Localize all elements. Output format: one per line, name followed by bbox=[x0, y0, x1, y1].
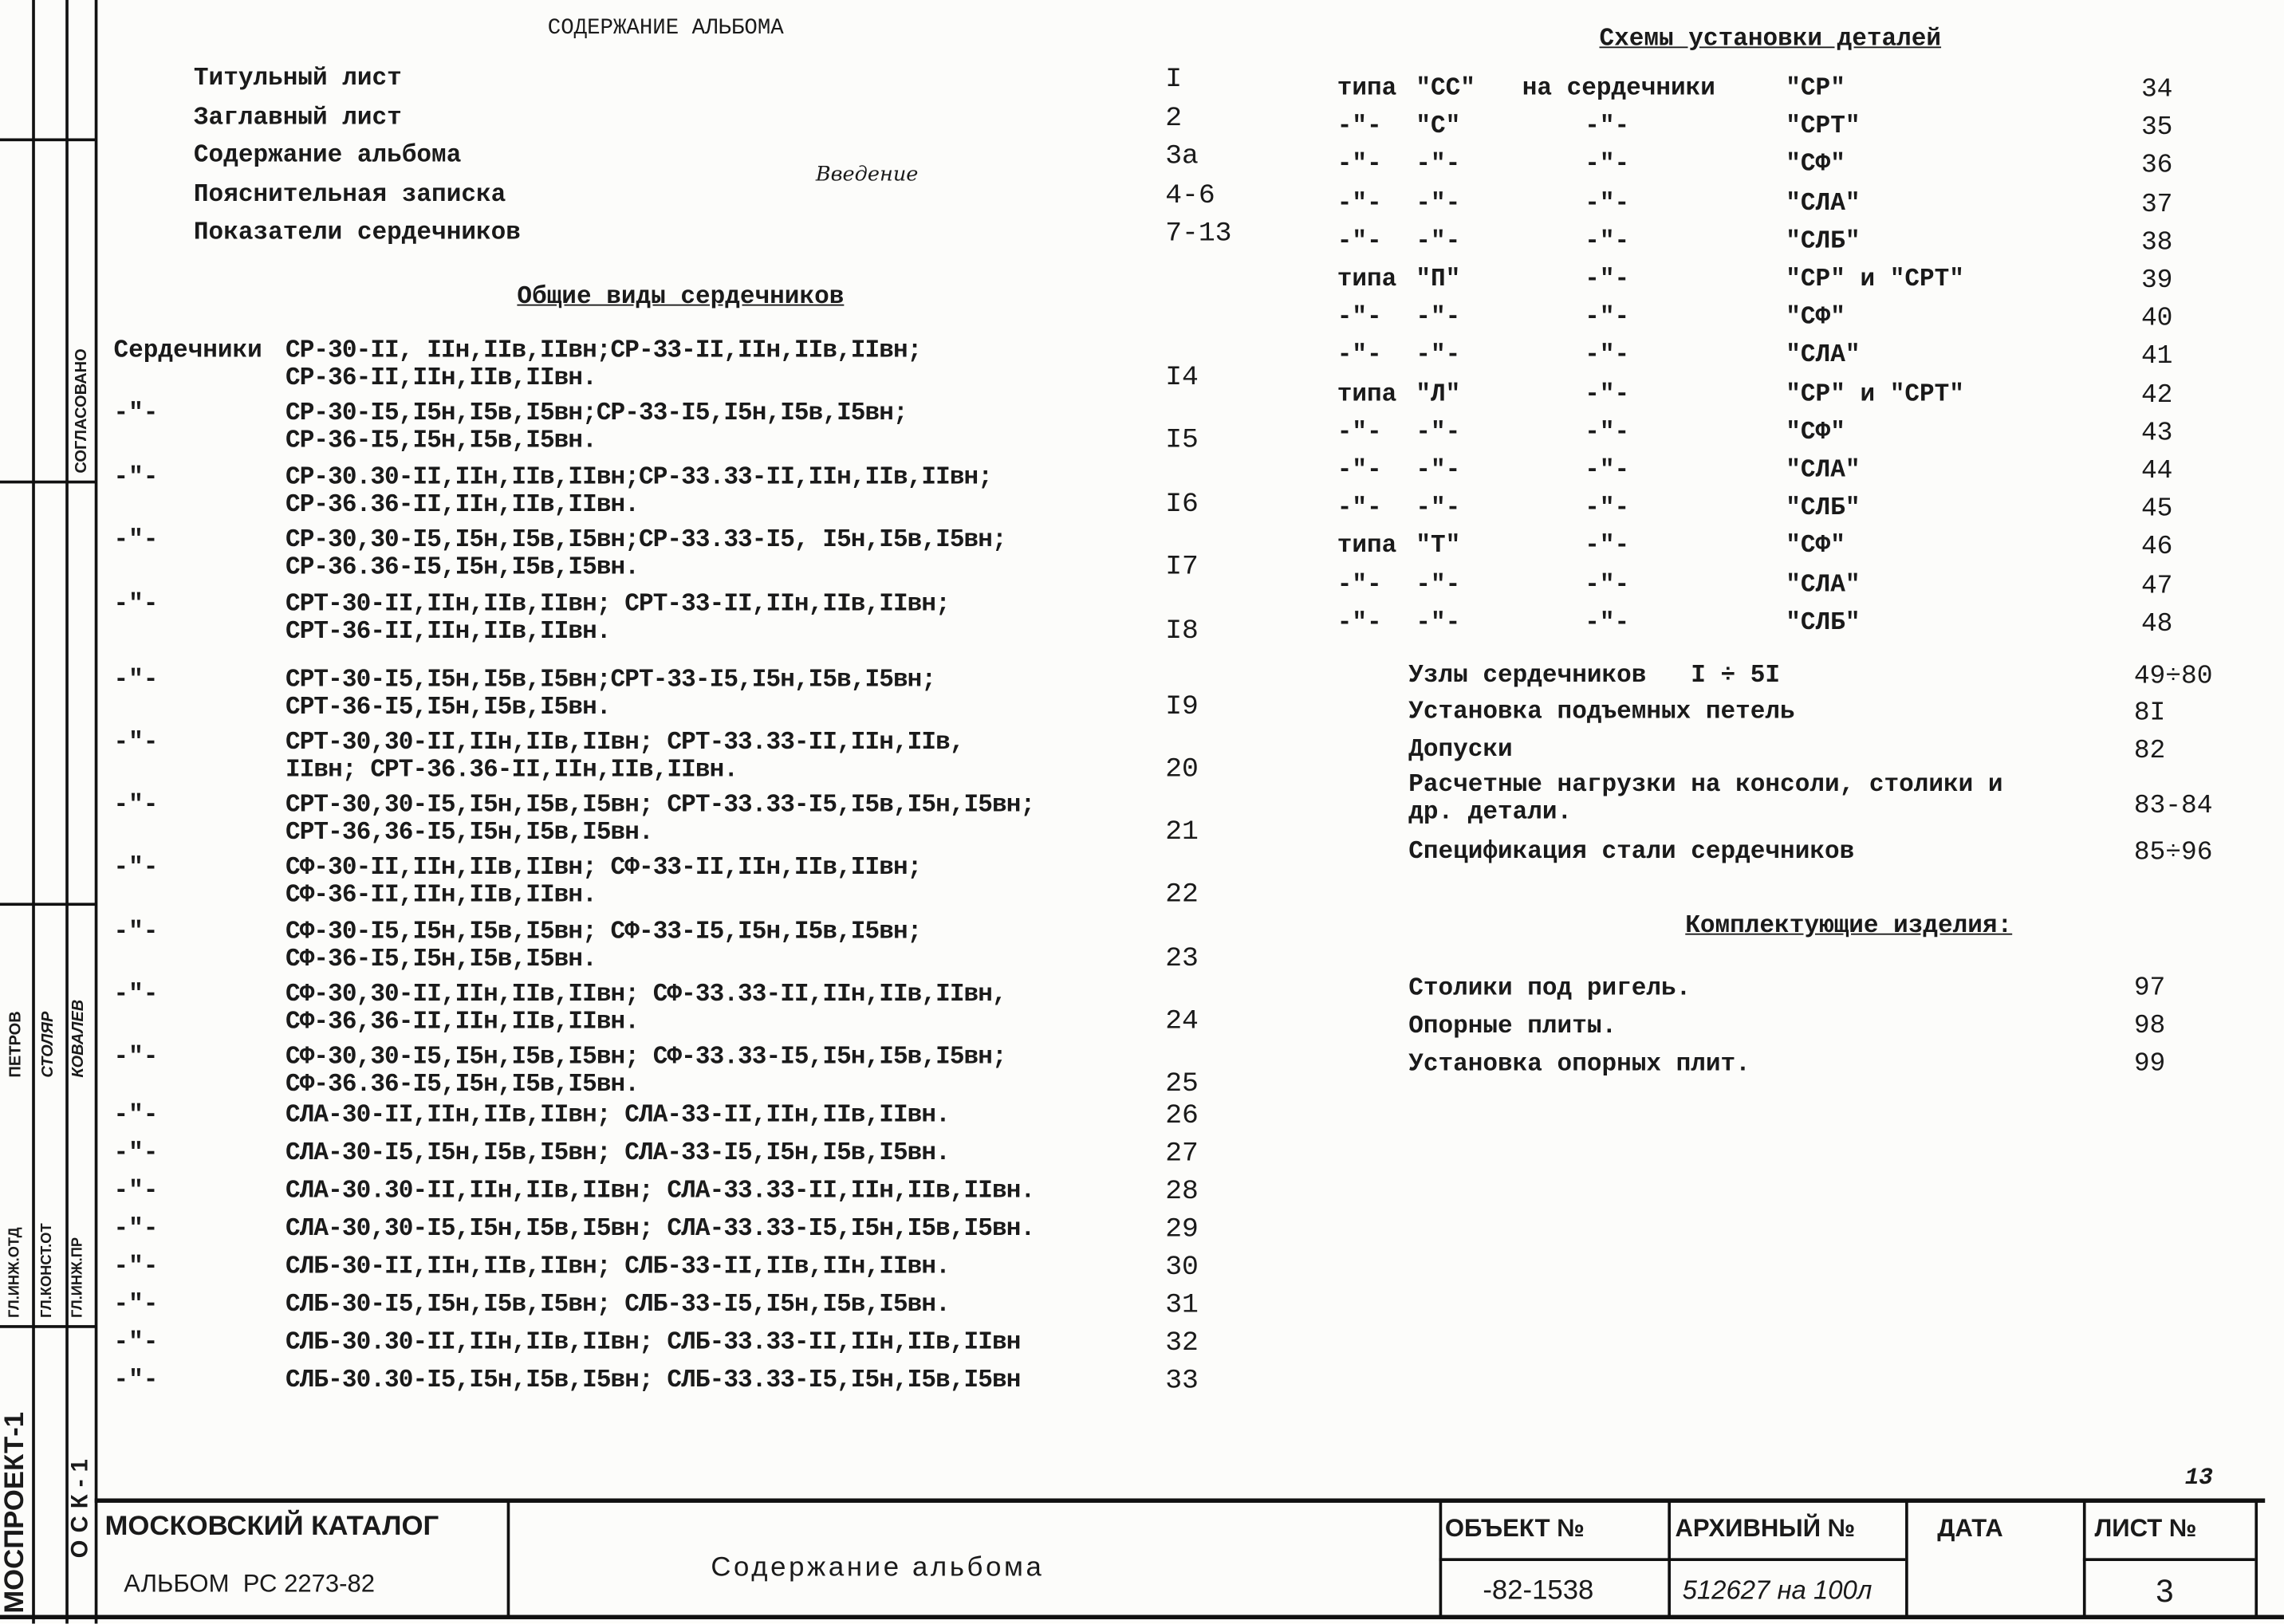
component-page: 98 bbox=[2133, 1012, 2166, 1041]
scheme-core: "СЛБ" bbox=[1786, 495, 1861, 524]
entry-page: I9 bbox=[1165, 690, 1199, 722]
entry-label: -"- bbox=[113, 527, 159, 555]
entry-label: -"- bbox=[113, 1178, 159, 1206]
scheme-entry bbox=[1337, 458, 2240, 493]
entry-page: 24 bbox=[1165, 1005, 1199, 1037]
stamp-name: СТОЛЯР bbox=[39, 1011, 57, 1078]
entry-label: -"- bbox=[113, 1216, 159, 1244]
title-block-divider bbox=[1905, 1500, 1908, 1616]
other-page: 83-84 bbox=[2133, 792, 2213, 822]
entry-text: СФ-30,30-I5,I5н,I5в,I5вн; СФ-33.33-I5,I5н,I5в,I5вн; СФ-36.36-I5,I5н,I5в,I5вн. bbox=[285, 1044, 1006, 1100]
scheme-mark: -"- bbox=[1416, 151, 1461, 180]
scheme-core: "СЛА" bbox=[1786, 457, 1861, 486]
scheme-on: -"- bbox=[1585, 457, 1630, 486]
intro-page: 4-6 bbox=[1165, 179, 1215, 211]
entry-text: СРТ-30-I5,I5н,I5в,I5вн;СРТ-33-I5,I5н,I5в,I5вн; СРТ-36-I5,I5н,I5в,I5вн. bbox=[285, 667, 936, 722]
page-title: СОДЕРЖАНИЕ АЛЬБОМА bbox=[547, 16, 784, 41]
intro-label: Титульный лист bbox=[193, 65, 402, 93]
series-code: ОСК-1 bbox=[68, 1452, 93, 1559]
entry-label: -"- bbox=[113, 729, 159, 757]
scheme-core: "СФ" bbox=[1786, 305, 1845, 332]
scheme-on: -"- bbox=[1585, 305, 1630, 332]
stamp-role: ГЛ.ИНЖ.ПР bbox=[69, 1237, 86, 1318]
scheme-core: "СЛА" bbox=[1786, 342, 1861, 371]
archive-label: АРХИВНЫЙ № bbox=[1675, 1514, 1856, 1543]
scheme-on: -"- bbox=[1585, 113, 1630, 142]
scheme-type: -"- bbox=[1337, 151, 1382, 180]
scheme-page: 35 bbox=[2140, 113, 2173, 144]
date-label: ДАТА bbox=[1937, 1514, 2003, 1543]
scheme-page: 46 bbox=[2140, 533, 2173, 563]
entry-text: СРТ-30-II,IIн,IIв,IIвн; СРТ-33-II,IIн,IIв,IIвн; СРТ-36-II,IIн,IIв,IIвн. bbox=[285, 591, 950, 647]
entry-label: -"- bbox=[113, 981, 159, 1009]
entry-label: -"- bbox=[113, 1140, 159, 1168]
entry-page: 33 bbox=[1165, 1364, 1199, 1397]
scheme-mark: "Т" bbox=[1416, 533, 1461, 561]
scheme-page: 43 bbox=[2140, 419, 2173, 449]
title-block-divider bbox=[2083, 1558, 2255, 1561]
scheme-entry bbox=[1337, 610, 2240, 645]
scheme-core: "СР" bbox=[1786, 75, 1845, 104]
scheme-type: типа bbox=[1337, 75, 1397, 104]
scheme-entry bbox=[1337, 495, 2240, 530]
scheme-type: -"- bbox=[1337, 419, 1382, 447]
components-heading: Комплектующие изделия: bbox=[1685, 913, 2013, 941]
margin-line bbox=[0, 902, 96, 906]
margin-line bbox=[65, 0, 69, 1624]
component-label: Установка опорных плит. bbox=[1408, 1051, 1750, 1079]
entry-label: -"- bbox=[113, 1292, 159, 1319]
scheme-mark: "П" bbox=[1416, 266, 1461, 294]
entry-text: СЛБ-30.30-I5,I5н,I5в,I5вн; СЛБ-33.33-I5,I5н,I5в,I5вн bbox=[285, 1367, 1021, 1395]
scheme-on: -"- bbox=[1585, 419, 1630, 447]
entry-text: СЛБ-30-II,IIн,IIв,IIвн; СЛБ-33-II,IIв,IIн,IIвн. bbox=[285, 1253, 950, 1282]
intro-page: 2 bbox=[1165, 101, 1183, 135]
entry-label: -"- bbox=[113, 464, 159, 493]
intro-page: I bbox=[1165, 62, 1183, 95]
entry-page: 31 bbox=[1165, 1288, 1199, 1321]
scheme-core: "СРТ" bbox=[1786, 113, 1861, 142]
entry-label: -"- bbox=[113, 1102, 159, 1131]
scheme-mark: -"- bbox=[1416, 419, 1461, 447]
scheme-core: "СЛБ" bbox=[1786, 228, 1861, 257]
scheme-page: 40 bbox=[2140, 305, 2173, 334]
scheme-entry bbox=[1337, 533, 2240, 568]
scheme-entry bbox=[1337, 343, 2240, 378]
stamp-name: ПЕТРОВ bbox=[7, 1011, 26, 1078]
other-page: 8I bbox=[2133, 698, 2166, 729]
scheme-type: типа bbox=[1337, 266, 1397, 294]
scheme-on: -"- bbox=[1585, 495, 1630, 524]
scheme-on: -"- bbox=[1585, 151, 1630, 180]
scheme-page: 34 bbox=[2140, 75, 2173, 105]
scheme-core: "СЛА" bbox=[1786, 572, 1861, 600]
entry-label: -"- bbox=[113, 400, 159, 428]
entry-label: -"- bbox=[113, 1367, 159, 1395]
other-label: Установка подъемных петель bbox=[1408, 698, 1795, 727]
scheme-core: "СР" и "СРТ" bbox=[1786, 266, 1964, 294]
entry-text: СЛБ-30.30-II,IIн,IIв,IIвн; СЛБ-33.33-II,IIн,IIв,IIвн bbox=[285, 1329, 1021, 1358]
scheme-entry bbox=[1337, 572, 2240, 607]
scheme-type: -"- bbox=[1337, 113, 1382, 142]
component-label: Столики под ригель. bbox=[1408, 975, 1691, 1004]
entry-label: Сердечники bbox=[113, 337, 262, 366]
entry-text: СР-30,30-I5,I5н,I5в,I5вн;СР-33.33-I5, I5н,I5в,I5вн; СР-36.36-I5,I5н,I5в,I5вн. bbox=[285, 527, 1006, 583]
title-block-divider bbox=[1439, 1558, 1905, 1561]
component-page: 99 bbox=[2133, 1049, 2166, 1079]
scheme-type: -"- bbox=[1337, 305, 1382, 332]
scheme-on: -"- bbox=[1585, 380, 1630, 409]
scheme-mark: -"- bbox=[1416, 228, 1461, 257]
scheme-core: "СЛА" bbox=[1786, 190, 1861, 218]
entry-text: СФ-30-II,IIн,IIв,IIвн; СФ-33-II,IIн,IIв,IIвн; СФ-36-II,IIн,IIв,IIвн. bbox=[285, 855, 922, 910]
scheme-entry bbox=[1337, 152, 2240, 187]
scheme-on: на сердечники bbox=[1522, 75, 1715, 104]
scheme-core: "СЛБ" bbox=[1786, 609, 1861, 638]
entry-text: СР-30.30-II,IIн,IIв,IIвн;СР-33.33-II,IIн,IIв,IIвн; СР-36.36-II,IIн,IIв,IIвн. bbox=[285, 464, 993, 521]
sheet-value: 3 bbox=[2156, 1572, 2174, 1610]
entry-page: 22 bbox=[1165, 878, 1199, 910]
entry-text: СЛА-30-II,IIн,IIв,IIвн; СЛА-33-II,IIн,IIв,IIвн. bbox=[285, 1102, 950, 1131]
scheme-page: 47 bbox=[2140, 572, 2173, 601]
entry-text: СЛА-30-I5,I5н,I5в,I5вн; СЛА-33-I5,I5н,I5в,I5вн. bbox=[285, 1140, 950, 1168]
other-page: 49÷80 bbox=[2133, 663, 2213, 692]
margin-line bbox=[0, 1325, 96, 1328]
scheme-core: "СФ" bbox=[1786, 533, 1845, 561]
scheme-page: 38 bbox=[2140, 228, 2173, 258]
scheme-on: -"- bbox=[1585, 533, 1630, 561]
scheme-on: -"- bbox=[1585, 228, 1630, 257]
schemes-heading: Схемы установки деталей bbox=[1599, 26, 1942, 54]
scheme-mark: -"- bbox=[1416, 190, 1461, 218]
other-page: 85÷96 bbox=[2133, 839, 2213, 868]
other-label: Допуски bbox=[1408, 737, 1513, 765]
scheme-entry bbox=[1337, 419, 2240, 454]
entry-text: СФ-30-I5,I5н,I5в,I5вн; СФ-33-I5,I5н,I5в,I5вн; СФ-36-I5,I5н,I5в,I5вн. bbox=[285, 918, 922, 974]
other-label: Спецификация стали сердечников bbox=[1408, 839, 1855, 867]
scheme-page: 45 bbox=[2140, 495, 2173, 525]
entry-text: СР-30-II, IIн,IIв,IIвн;СР-33-II,IIн,IIв,IIвн; СР-36-II,IIн,IIв,IIвн. bbox=[285, 337, 922, 394]
stamp-role: ГЛ.КОНСТ.ОТ bbox=[39, 1223, 56, 1318]
stamp-role: ГЛ.ИНЖ.ОТД bbox=[7, 1227, 24, 1318]
entry-page: 32 bbox=[1165, 1326, 1199, 1359]
scheme-page: 36 bbox=[2140, 151, 2173, 182]
scheme-type: -"- bbox=[1337, 495, 1382, 524]
entry-page: I8 bbox=[1165, 614, 1199, 647]
scheme-page: 37 bbox=[2140, 190, 2173, 220]
entry-text: СР-30-I5,I5н,I5в,I5вн;СР-33-I5,I5н,I5в,I5вн; СР-36-I5,I5н,I5в,I5вн. bbox=[285, 400, 908, 456]
component-page: 97 bbox=[2133, 973, 2166, 1004]
scheme-entry bbox=[1337, 266, 2240, 301]
entry-page: I6 bbox=[1165, 487, 1199, 521]
scheme-on: -"- bbox=[1585, 342, 1630, 371]
scheme-type: -"- bbox=[1337, 190, 1382, 218]
scheme-page: 39 bbox=[2140, 266, 2173, 296]
org-name: МОСПРОЕКТ-1 bbox=[0, 1411, 31, 1614]
entry-page: I5 bbox=[1165, 423, 1199, 456]
entry-label: -"- bbox=[113, 667, 159, 695]
entry-label: -"- bbox=[113, 792, 159, 820]
entry-page: I4 bbox=[1165, 360, 1199, 394]
scheme-page: 48 bbox=[2140, 609, 2173, 639]
entry-label: -"- bbox=[113, 855, 159, 883]
entry-page: 20 bbox=[1165, 753, 1199, 785]
intro-label: Содержание альбома bbox=[193, 142, 462, 171]
other-label: Узлы сердечников I ÷ 5I bbox=[1408, 663, 1781, 690]
scheme-type: -"- bbox=[1337, 457, 1382, 486]
entry-page: 28 bbox=[1165, 1174, 1199, 1208]
intro-page: 7-13 bbox=[1165, 217, 1232, 250]
scheme-type: -"- bbox=[1337, 228, 1382, 257]
intro-label: Показатели сердечников bbox=[193, 219, 521, 248]
catalog-name: МОСКОВСКИЙ КАТАЛОГ bbox=[104, 1511, 439, 1543]
other-label: Расчетные нагрузки на консоли, столики и др. детали. bbox=[1408, 772, 2003, 828]
entry-page: 21 bbox=[1165, 815, 1199, 848]
scheme-entry bbox=[1337, 305, 2240, 340]
sheet-label: ЛИСТ № bbox=[2094, 1514, 2197, 1543]
general-heading: Общие виды сердечников bbox=[517, 284, 845, 312]
entry-page: 27 bbox=[1165, 1137, 1199, 1170]
component-label: Опорные плиты. bbox=[1408, 1013, 1617, 1041]
album-code: АЛЬБОМ РС 2273-82 bbox=[124, 1569, 376, 1598]
entry-page: 29 bbox=[1165, 1213, 1199, 1245]
entry-text: СФ-30,30-II,IIн,IIв,IIвн; СФ-33.33-II,IIн,IIв,IIвн, СФ-36,36-II,IIн,IIв,IIвн. bbox=[285, 981, 1006, 1037]
entry-label: -"- bbox=[113, 1044, 159, 1072]
entry-page: I7 bbox=[1165, 550, 1199, 583]
object-value: -82-1538 bbox=[1483, 1575, 1594, 1606]
scheme-mark: "Л" bbox=[1416, 380, 1461, 409]
intro-label: Пояснительная записка bbox=[193, 182, 506, 210]
scheme-type: -"- bbox=[1337, 342, 1382, 371]
margin-line bbox=[95, 0, 98, 1624]
entry-text: СРТ-30,30-II,IIн,IIв,IIвн; СРТ-33.33-II,IIн,IIв, IIвн; СРТ-36.36-II,IIн,IIв,IIвн. bbox=[285, 729, 964, 785]
entry-page: 23 bbox=[1165, 942, 1199, 974]
entry-label: -"- bbox=[113, 1253, 159, 1282]
title-block-border bbox=[0, 1615, 2284, 1619]
scheme-on: -"- bbox=[1585, 609, 1630, 638]
entry-label: -"- bbox=[113, 1329, 159, 1358]
object-label: ОБЪЕКТ № bbox=[1444, 1514, 1585, 1543]
entry-text: СЛА-30,30-I5,I5н,I5в,I5вн; СЛА-33.33-I5,I5н,I5в,I5вн. bbox=[285, 1216, 1035, 1244]
entry-text: СРТ-30,30-I5,I5н,I5в,I5вн; СРТ-33.33-I5,I5в,I5н,I5вн; СРТ-36,36-I5,I5н,I5в,I5вн. bbox=[285, 792, 1035, 848]
title-block-border bbox=[95, 1498, 2265, 1502]
scheme-mark: -"- bbox=[1416, 609, 1461, 638]
entry-text: СЛА-30.30-II,IIн,IIв,IIвн; СЛА-33.33-II,IIн,IIв,IIвн. bbox=[285, 1178, 1035, 1206]
intro-page: 3а bbox=[1165, 140, 1199, 172]
scheme-entry bbox=[1337, 114, 2240, 149]
entry-label: -"- bbox=[113, 591, 159, 619]
scheme-page: 42 bbox=[2140, 380, 2173, 411]
title-block-divider bbox=[2254, 1500, 2258, 1616]
intro-label: Заглавный лист bbox=[193, 104, 402, 133]
scheme-on: -"- bbox=[1585, 266, 1630, 294]
scheme-page: 44 bbox=[2140, 457, 2173, 487]
sheet-title: Содержание альбома bbox=[711, 1552, 1045, 1583]
other-page: 82 bbox=[2133, 737, 2166, 766]
scheme-mark: -"- bbox=[1416, 495, 1461, 524]
title-block-divider bbox=[507, 1500, 510, 1616]
entry-label: -"- bbox=[113, 918, 159, 947]
handwritten-note: Введение bbox=[815, 163, 919, 187]
scheme-mark: -"- bbox=[1416, 305, 1461, 332]
scheme-entry bbox=[1337, 76, 2240, 111]
scheme-mark: -"- bbox=[1416, 342, 1461, 371]
scheme-mark: "С" bbox=[1416, 113, 1461, 142]
entry-page: 25 bbox=[1165, 1067, 1199, 1100]
corner-mark: 13 bbox=[2184, 1465, 2213, 1492]
archive-value: 512627 на 100л bbox=[1682, 1575, 1872, 1605]
scheme-type: типа bbox=[1337, 533, 1397, 561]
margin-line bbox=[0, 481, 96, 484]
scheme-on: -"- bbox=[1585, 572, 1630, 600]
scheme-on: -"- bbox=[1585, 190, 1630, 218]
scheme-page: 41 bbox=[2140, 342, 2173, 372]
scheme-core: "СР" и "СРТ" bbox=[1786, 380, 1964, 409]
entry-page: 30 bbox=[1165, 1250, 1199, 1284]
scheme-mark: "СС" bbox=[1416, 75, 1475, 104]
margin-line bbox=[0, 139, 96, 142]
scheme-mark: -"- bbox=[1416, 572, 1461, 600]
scheme-entry bbox=[1337, 191, 2240, 226]
stamp-name: КОВАЛЕВ bbox=[69, 999, 88, 1078]
scheme-entry bbox=[1337, 381, 2240, 416]
scheme-core: "СФ" bbox=[1786, 419, 1845, 447]
agreed-label: СОГЛАСОВАНО bbox=[73, 348, 91, 474]
scheme-mark: -"- bbox=[1416, 457, 1461, 486]
scheme-type: типа bbox=[1337, 380, 1397, 409]
margin-line bbox=[32, 0, 35, 1624]
scheme-entry bbox=[1337, 228, 2240, 263]
scheme-type: -"- bbox=[1337, 609, 1382, 638]
scheme-core: "СФ" bbox=[1786, 151, 1845, 180]
scheme-type: -"- bbox=[1337, 572, 1382, 600]
entry-page: 26 bbox=[1165, 1099, 1199, 1132]
entry-text: СЛБ-30-I5,I5н,I5в,I5вн; СЛБ-33-I5,I5н,I5в,I5вн. bbox=[285, 1292, 950, 1319]
